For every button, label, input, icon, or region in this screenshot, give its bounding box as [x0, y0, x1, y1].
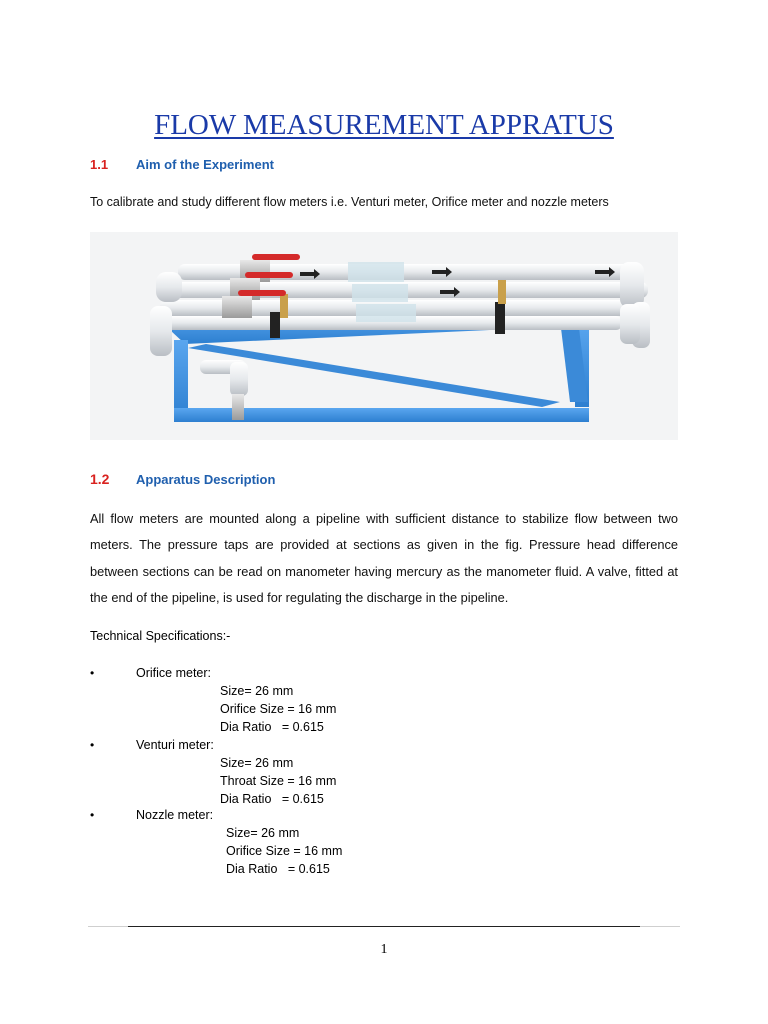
footer-divider	[90, 926, 678, 927]
apparatus-description: All flow meters are mounted along a pipeline with sufficient distance to stabilize flow between two meters. The pressure taps are provided at sections as given in the fig. Pressure head difference between sections can be read on manometer having mercury as the manometer fluid. A valve, fitted at the end of the pipeline, is used for regulating the discharge in the pipeline.	[90, 511, 678, 606]
bullet: •	[90, 666, 95, 680]
meter-name: Venturi meter:	[136, 738, 214, 752]
section-title: Apparatus Description	[136, 472, 276, 487]
section-number: 1.2	[90, 471, 110, 487]
apparatus-photo	[90, 232, 678, 440]
spec-line: Size= 26 mm	[220, 684, 294, 698]
section-title: Aim of the Experiment	[136, 157, 274, 172]
spec-line: Orifice Size = 16 mm	[226, 844, 343, 858]
page-number: 1	[380, 942, 388, 957]
spec-line: Dia Ratio = 0.615	[226, 862, 330, 876]
spec-line: Orifice Size = 16 mm	[220, 702, 337, 716]
bullet: •	[90, 808, 95, 822]
meter-name: Nozzle meter:	[136, 808, 214, 822]
aim-text: To calibrate and study different flow meters i.e. Venturi meter, Orifice meter and nozzle meters	[90, 195, 609, 209]
section-number: 1.1	[90, 157, 109, 172]
document-title: FLOW MEASUREMENT APPRATUS	[154, 109, 614, 141]
spec-line: Size= 26 mm	[226, 826, 300, 840]
specs-title: Technical Specifications:-	[90, 629, 231, 643]
spec-line: Size= 26 mm	[220, 756, 294, 770]
spec-line: Throat Size = 16 mm	[220, 774, 337, 788]
spec-line: Dia Ratio = 0.615	[220, 720, 324, 734]
spec-line: Dia Ratio = 0.615	[220, 792, 324, 806]
meter-name: Orifice meter:	[136, 666, 212, 680]
bullet: •	[90, 738, 95, 752]
